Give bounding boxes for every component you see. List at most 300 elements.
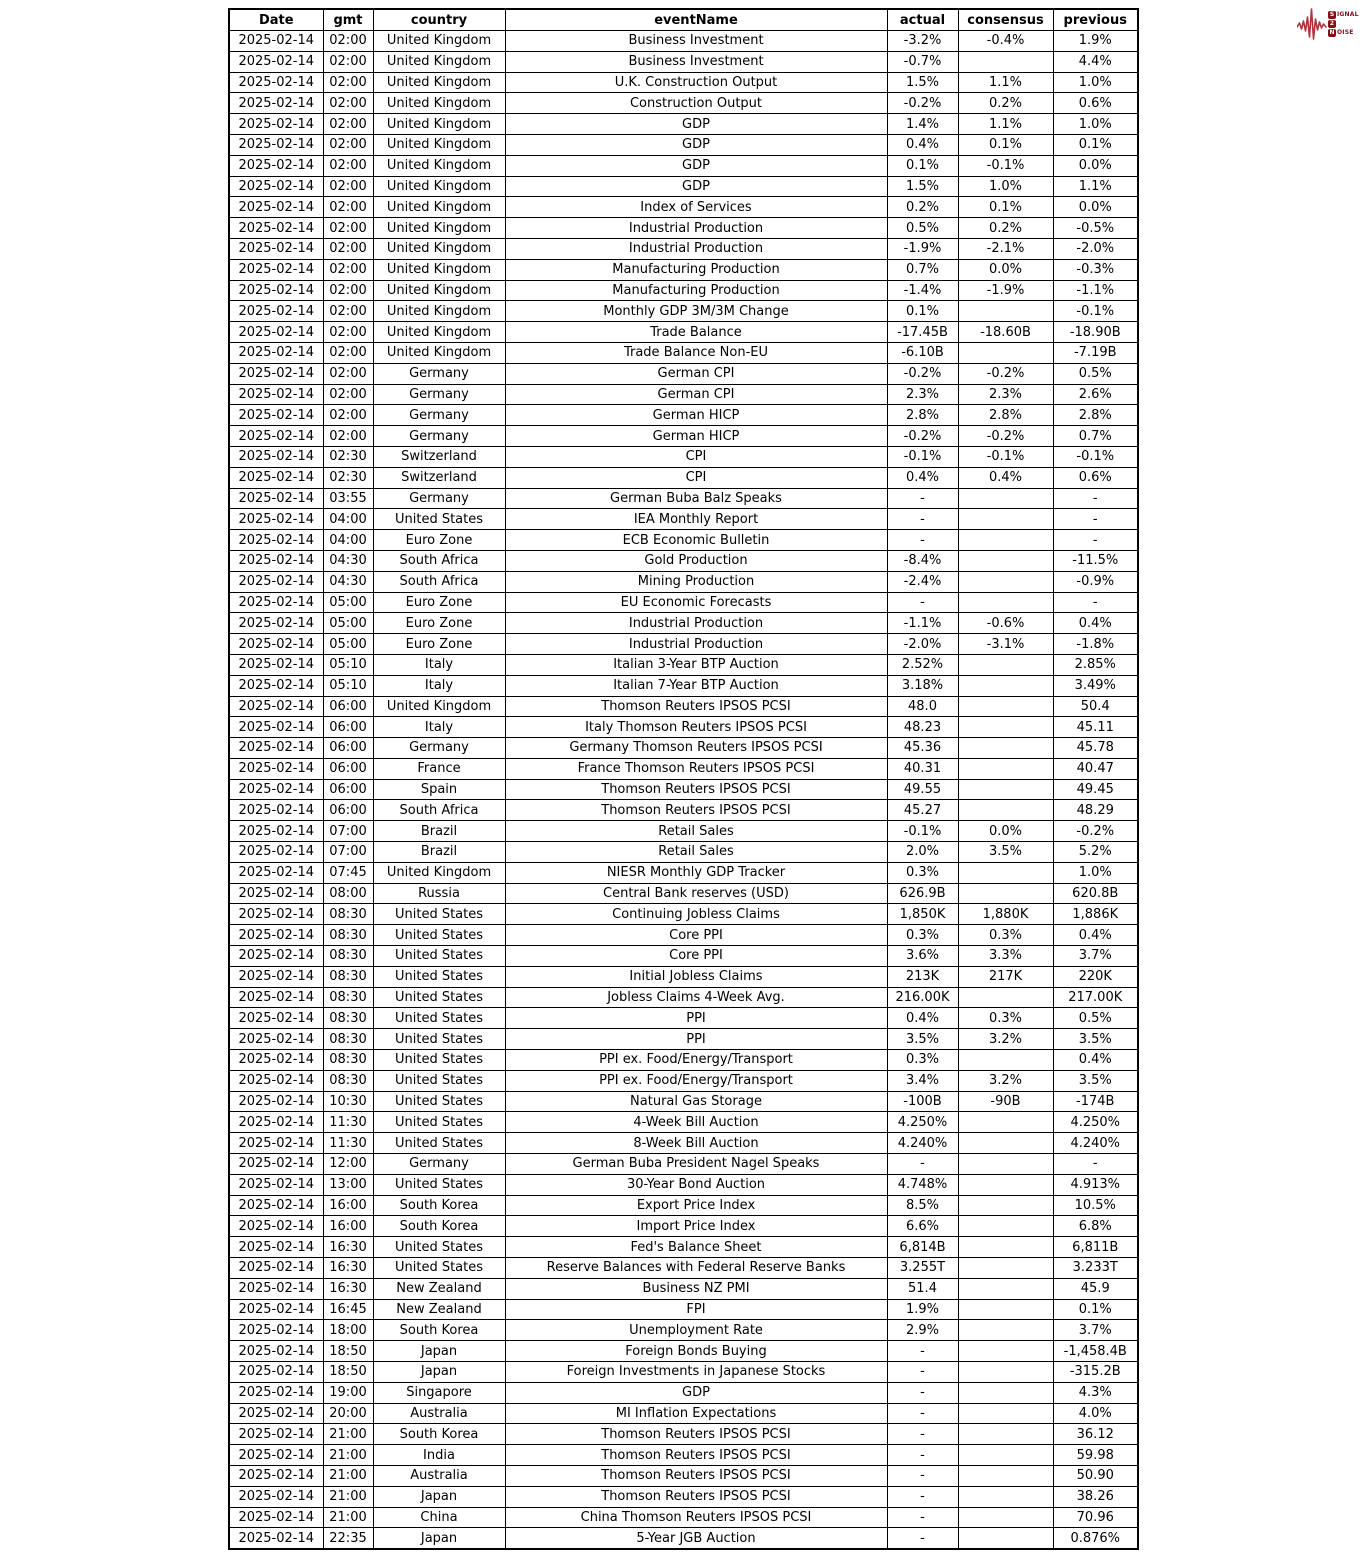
cell-country: Singapore: [373, 1382, 505, 1403]
cell-previous: -0.9%: [1053, 571, 1138, 592]
cell-previous: 0.5%: [1053, 1008, 1138, 1029]
cell-actual: -: [887, 592, 958, 613]
cell-previous: -: [1053, 592, 1138, 613]
cell-date: 2025-02-14: [229, 259, 323, 280]
cell-country: Euro Zone: [373, 613, 505, 634]
cell-event: Industrial Production: [505, 613, 887, 634]
table-row: [229, 925, 1138, 946]
cell-actual: -: [887, 1424, 958, 1445]
cell-actual: -3.2%: [887, 31, 958, 52]
cell-country: France: [373, 758, 505, 779]
cell-event: Business NZ PMI: [505, 1278, 887, 1299]
cell-consensus: 0.2%: [958, 93, 1053, 114]
cell-gmt: 16:00: [323, 1216, 373, 1237]
cell-country: United Kingdom: [373, 862, 505, 883]
cell-country: South Africa: [373, 571, 505, 592]
cell-event: IEA Monthly Report: [505, 509, 887, 530]
cell-country: South Korea: [373, 1424, 505, 1445]
cell-country: United Kingdom: [373, 31, 505, 52]
cell-country: United Kingdom: [373, 93, 505, 114]
cell-gmt: 11:30: [323, 1133, 373, 1154]
cell-event: Index of Services: [505, 197, 887, 218]
cell-previous: -18.90B: [1053, 322, 1138, 343]
cell-previous: 48.29: [1053, 800, 1138, 821]
cell-previous: 0.1%: [1053, 134, 1138, 155]
cell-date: 2025-02-14: [229, 218, 323, 239]
cell-previous: -11.5%: [1053, 550, 1138, 571]
cell-country: United States: [373, 509, 505, 530]
cell-date: 2025-02-14: [229, 363, 323, 384]
cell-country: Germany: [373, 426, 505, 447]
cell-country: United Kingdom: [373, 197, 505, 218]
cell-consensus: [958, 342, 1053, 363]
cell-previous: 0.4%: [1053, 613, 1138, 634]
cell-date: 2025-02-14: [229, 1070, 323, 1091]
cell-actual: 0.3%: [887, 925, 958, 946]
cell-gmt: 16:30: [323, 1237, 373, 1258]
cell-event: Mining Production: [505, 571, 887, 592]
cell-consensus: -90B: [958, 1091, 1053, 1112]
cell-actual: 4.240%: [887, 1133, 958, 1154]
cell-gmt: 18:00: [323, 1320, 373, 1341]
cell-gmt: 07:00: [323, 821, 373, 842]
cell-actual: -: [887, 1154, 958, 1175]
cell-previous: 0.0%: [1053, 197, 1138, 218]
cell-date: 2025-02-14: [229, 675, 323, 696]
cell-date: 2025-02-14: [229, 488, 323, 509]
cell-country: Japan: [373, 1528, 505, 1549]
cell-event: GDP: [505, 1382, 887, 1403]
table-row: [229, 342, 1138, 363]
cell-actual: 0.4%: [887, 467, 958, 488]
column-header-actual: actual: [887, 9, 958, 31]
cell-event: German HICP: [505, 405, 887, 426]
cell-consensus: -1.9%: [958, 280, 1053, 301]
cell-date: 2025-02-14: [229, 1174, 323, 1195]
cell-country: United Kingdom: [373, 51, 505, 72]
cell-event: Thomson Reuters IPSOS PCSI: [505, 1445, 887, 1466]
cell-previous: 0.0%: [1053, 155, 1138, 176]
cell-date: 2025-02-14: [229, 426, 323, 447]
cell-consensus: [958, 509, 1053, 530]
cell-consensus: [958, 1154, 1053, 1175]
cell-actual: 6,814B: [887, 1237, 958, 1258]
cell-gmt: 08:30: [323, 987, 373, 1008]
cell-gmt: 06:00: [323, 738, 373, 759]
cell-consensus: [958, 1320, 1053, 1341]
table-row: [229, 1050, 1138, 1071]
cell-country: India: [373, 1445, 505, 1466]
cell-event: Jobless Claims 4-Week Avg.: [505, 987, 887, 1008]
cell-actual: 51.4: [887, 1278, 958, 1299]
cell-date: 2025-02-14: [229, 1278, 323, 1299]
cell-gmt: 04:30: [323, 550, 373, 571]
cell-event: Export Price Index: [505, 1195, 887, 1216]
cell-event: ECB Economic Bulletin: [505, 530, 887, 551]
cell-consensus: [958, 1382, 1053, 1403]
cell-country: Germany: [373, 405, 505, 426]
cell-actual: 3.255T: [887, 1258, 958, 1279]
cell-gmt: 05:00: [323, 613, 373, 634]
cell-gmt: 02:00: [323, 31, 373, 52]
cell-country: Euro Zone: [373, 634, 505, 655]
cell-actual: 2.0%: [887, 842, 958, 863]
cell-event: 4-Week Bill Auction: [505, 1112, 887, 1133]
cell-consensus: [958, 51, 1053, 72]
cell-previous: 3.7%: [1053, 946, 1138, 967]
cell-date: 2025-02-14: [229, 1237, 323, 1258]
cell-country: United Kingdom: [373, 238, 505, 259]
table-row: [229, 1299, 1138, 1320]
logo-line-2: [1328, 20, 1359, 28]
cell-date: 2025-02-14: [229, 883, 323, 904]
cell-actual: -: [887, 1486, 958, 1507]
cell-actual: 2.3%: [887, 384, 958, 405]
cell-event: Gold Production: [505, 550, 887, 571]
cell-date: 2025-02-14: [229, 821, 323, 842]
cell-country: Brazil: [373, 821, 505, 842]
logo-text: [1328, 11, 1359, 37]
cell-gmt: 02:00: [323, 259, 373, 280]
table-row: [229, 114, 1138, 135]
cell-actual: -0.1%: [887, 821, 958, 842]
cell-event: Industrial Production: [505, 238, 887, 259]
cell-gmt: 02:00: [323, 280, 373, 301]
cell-actual: -: [887, 488, 958, 509]
logo-rest-noise: OISE: [1337, 29, 1354, 36]
table-row: [229, 301, 1138, 322]
cell-consensus: -2.1%: [958, 238, 1053, 259]
logo-line-signal: [1328, 11, 1359, 19]
header-row: [229, 9, 1138, 31]
cell-country: South Africa: [373, 800, 505, 821]
table-row: [229, 405, 1138, 426]
cell-date: 2025-02-14: [229, 779, 323, 800]
cell-event: German HICP: [505, 426, 887, 447]
cell-previous: 1,886K: [1053, 904, 1138, 925]
table-row: [229, 613, 1138, 634]
cell-country: United States: [373, 1237, 505, 1258]
cell-event: NIESR Monthly GDP Tracker: [505, 862, 887, 883]
cell-actual: -: [887, 509, 958, 530]
cell-previous: 1.0%: [1053, 862, 1138, 883]
cell-date: 2025-02-14: [229, 592, 323, 613]
table-header: [229, 9, 1138, 31]
cell-previous: 4.240%: [1053, 1133, 1138, 1154]
cell-actual: -: [887, 1341, 958, 1362]
table-row: [229, 1486, 1138, 1507]
table-row: [229, 1195, 1138, 1216]
column-header-consensus: consensus: [958, 9, 1053, 31]
cell-date: 2025-02-14: [229, 758, 323, 779]
cell-consensus: 0.3%: [958, 1008, 1053, 1029]
cell-consensus: 0.0%: [958, 259, 1053, 280]
cell-previous: 6,811B: [1053, 1237, 1138, 1258]
cell-consensus: 217K: [958, 966, 1053, 987]
cell-date: 2025-02-14: [229, 197, 323, 218]
cell-country: United Kingdom: [373, 218, 505, 239]
cell-actual: -: [887, 1445, 958, 1466]
cell-date: 2025-02-14: [229, 1258, 323, 1279]
table-row: [229, 966, 1138, 987]
table-row: [229, 530, 1138, 551]
cell-gmt: 10:30: [323, 1091, 373, 1112]
cell-event: FPI: [505, 1299, 887, 1320]
table-row: [229, 197, 1138, 218]
table-row: [229, 675, 1138, 696]
cell-consensus: -3.1%: [958, 634, 1053, 655]
table-row: [229, 987, 1138, 1008]
cell-actual: -: [887, 1382, 958, 1403]
cell-event: German Buba President Nagel Speaks: [505, 1154, 887, 1175]
cell-consensus: 0.4%: [958, 467, 1053, 488]
cell-date: 2025-02-14: [229, 155, 323, 176]
cell-event: Business Investment: [505, 31, 887, 52]
cell-consensus: -0.6%: [958, 613, 1053, 634]
cell-country: United States: [373, 966, 505, 987]
cell-gmt: 18:50: [323, 1341, 373, 1362]
cell-date: 2025-02-14: [229, 280, 323, 301]
table-row: [229, 883, 1138, 904]
cell-event: Continuing Jobless Claims: [505, 904, 887, 925]
cell-actual: -8.4%: [887, 550, 958, 571]
table-row: [229, 134, 1138, 155]
column-header-gmt: gmt: [323, 9, 373, 31]
cell-actual: -2.0%: [887, 634, 958, 655]
cell-date: 2025-02-14: [229, 1465, 323, 1486]
cell-date: 2025-02-14: [229, 571, 323, 592]
cell-previous: 3.5%: [1053, 1070, 1138, 1091]
cell-event: Thomson Reuters IPSOS PCSI: [505, 1486, 887, 1507]
cell-consensus: [958, 1299, 1053, 1320]
cell-country: United States: [373, 925, 505, 946]
cell-previous: 0.5%: [1053, 363, 1138, 384]
cell-date: 2025-02-14: [229, 1445, 323, 1466]
cell-actual: 8.5%: [887, 1195, 958, 1216]
cell-event: PPI: [505, 1029, 887, 1050]
cell-country: United States: [373, 946, 505, 967]
cell-gmt: 02:00: [323, 384, 373, 405]
cell-consensus: [958, 488, 1053, 509]
cell-actual: 45.36: [887, 738, 958, 759]
cell-gmt: 21:00: [323, 1465, 373, 1486]
cell-consensus: [958, 1362, 1053, 1383]
cell-date: 2025-02-14: [229, 1050, 323, 1071]
cell-date: 2025-02-14: [229, 1112, 323, 1133]
cell-actual: -0.1%: [887, 446, 958, 467]
table-row: [229, 1070, 1138, 1091]
cell-date: 2025-02-14: [229, 1424, 323, 1445]
cell-date: 2025-02-14: [229, 342, 323, 363]
cell-consensus: 1,880K: [958, 904, 1053, 925]
cell-gmt: 12:00: [323, 1154, 373, 1175]
cell-previous: 3.5%: [1053, 1029, 1138, 1050]
cell-gmt: 21:00: [323, 1486, 373, 1507]
table-row: [229, 550, 1138, 571]
cell-country: Italy: [373, 675, 505, 696]
cell-gmt: 08:30: [323, 946, 373, 967]
calendar-table-body: [229, 31, 1138, 1549]
cell-gmt: 05:10: [323, 675, 373, 696]
cell-date: 2025-02-14: [229, 134, 323, 155]
cell-consensus: [958, 1403, 1053, 1424]
table-row: [229, 1258, 1138, 1279]
cell-gmt: 02:00: [323, 72, 373, 93]
cell-country: Germany: [373, 384, 505, 405]
cell-country: United Kingdom: [373, 301, 505, 322]
cell-date: 2025-02-14: [229, 1528, 323, 1549]
cell-previous: 220K: [1053, 966, 1138, 987]
cell-event: Central Bank reserves (USD): [505, 883, 887, 904]
cell-event: Germany Thomson Reuters IPSOS PCSI: [505, 738, 887, 759]
cell-previous: 1.9%: [1053, 31, 1138, 52]
cell-date: 2025-02-14: [229, 862, 323, 883]
table-row: [229, 51, 1138, 72]
cell-consensus: [958, 301, 1053, 322]
cell-event: Manufacturing Production: [505, 280, 887, 301]
cell-event: China Thomson Reuters IPSOS PCSI: [505, 1507, 887, 1528]
cell-actual: -2.4%: [887, 571, 958, 592]
cell-actual: 0.1%: [887, 155, 958, 176]
cell-gmt: 16:45: [323, 1299, 373, 1320]
table-row: [229, 72, 1138, 93]
cell-actual: 1,850K: [887, 904, 958, 925]
cell-event: Initial Jobless Claims: [505, 966, 887, 987]
table-row: [229, 654, 1138, 675]
cell-country: United States: [373, 1029, 505, 1050]
cell-gmt: 16:00: [323, 1195, 373, 1216]
cell-consensus: -18.60B: [958, 322, 1053, 343]
cell-consensus: 2.8%: [958, 405, 1053, 426]
cell-event: PPI ex. Food/Energy/Transport: [505, 1070, 887, 1091]
cell-consensus: [958, 1528, 1053, 1549]
cell-event: CPI: [505, 446, 887, 467]
cell-actual: -: [887, 1362, 958, 1383]
cell-consensus: [958, 550, 1053, 571]
table-row: [229, 93, 1138, 114]
cell-consensus: [958, 883, 1053, 904]
cell-previous: -2.0%: [1053, 238, 1138, 259]
cell-actual: 4.250%: [887, 1112, 958, 1133]
cell-previous: -0.3%: [1053, 259, 1138, 280]
cell-consensus: -0.2%: [958, 363, 1053, 384]
cell-previous: -: [1053, 509, 1138, 530]
table-row: [229, 800, 1138, 821]
table-row: [229, 363, 1138, 384]
cell-event: Italy Thomson Reuters IPSOS PCSI: [505, 717, 887, 738]
cell-consensus: [958, 800, 1053, 821]
cell-previous: 3.233T: [1053, 1258, 1138, 1279]
cell-date: 2025-02-14: [229, 1216, 323, 1237]
cell-event: EU Economic Forecasts: [505, 592, 887, 613]
cell-gmt: 07:00: [323, 842, 373, 863]
cell-previous: -0.1%: [1053, 446, 1138, 467]
cell-event: France Thomson Reuters IPSOS PCSI: [505, 758, 887, 779]
cell-event: 5-Year JGB Auction: [505, 1528, 887, 1549]
cell-gmt: 02:00: [323, 405, 373, 426]
cell-previous: 2.6%: [1053, 384, 1138, 405]
cell-actual: 0.5%: [887, 218, 958, 239]
cell-country: China: [373, 1507, 505, 1528]
cell-country: United States: [373, 904, 505, 925]
table-row: [229, 155, 1138, 176]
cell-event: Industrial Production: [505, 634, 887, 655]
cell-event: Reserve Balances with Federal Reserve Banks: [505, 1258, 887, 1279]
cell-previous: 49.45: [1053, 779, 1138, 800]
cell-actual: -0.2%: [887, 363, 958, 384]
cell-event: Thomson Reuters IPSOS PCSI: [505, 696, 887, 717]
cell-consensus: [958, 987, 1053, 1008]
cell-event: Thomson Reuters IPSOS PCSI: [505, 800, 887, 821]
cell-event: Italian 7-Year BTP Auction: [505, 675, 887, 696]
cell-date: 2025-02-14: [229, 1091, 323, 1112]
cell-consensus: [958, 1195, 1053, 1216]
cell-event: U.K. Construction Output: [505, 72, 887, 93]
cell-country: United Kingdom: [373, 134, 505, 155]
cell-consensus: [958, 862, 1053, 883]
cell-country: Australia: [373, 1403, 505, 1424]
cell-date: 2025-02-14: [229, 530, 323, 551]
cell-gmt: 22:35: [323, 1528, 373, 1549]
cell-gmt: 04:00: [323, 530, 373, 551]
cell-country: South Korea: [373, 1216, 505, 1237]
cell-gmt: 21:00: [323, 1445, 373, 1466]
cell-date: 2025-02-14: [229, 1403, 323, 1424]
cell-consensus: [958, 1341, 1053, 1362]
cell-gmt: 02:00: [323, 197, 373, 218]
cell-consensus: -0.1%: [958, 446, 1053, 467]
cell-actual: 3.6%: [887, 946, 958, 967]
cell-gmt: 08:30: [323, 1070, 373, 1091]
cell-actual: 48.0: [887, 696, 958, 717]
cell-actual: 2.52%: [887, 654, 958, 675]
cell-actual: 48.23: [887, 717, 958, 738]
cell-actual: -0.2%: [887, 93, 958, 114]
cell-country: South Korea: [373, 1195, 505, 1216]
cell-actual: 1.4%: [887, 114, 958, 135]
table-row: [229, 1445, 1138, 1466]
cell-gmt: 02:00: [323, 134, 373, 155]
cell-actual: 49.55: [887, 779, 958, 800]
cell-actual: 3.5%: [887, 1029, 958, 1050]
cell-consensus: [958, 758, 1053, 779]
cell-event: Trade Balance Non-EU: [505, 342, 887, 363]
cell-gmt: 02:00: [323, 426, 373, 447]
cell-previous: 0.4%: [1053, 925, 1138, 946]
cell-gmt: 06:00: [323, 800, 373, 821]
cell-actual: -100B: [887, 1091, 958, 1112]
cell-event: German CPI: [505, 384, 887, 405]
cell-consensus: 3.2%: [958, 1029, 1053, 1050]
cell-country: Euro Zone: [373, 530, 505, 551]
cell-event: Foreign Investments in Japanese Stocks: [505, 1362, 887, 1383]
table-row: [229, 509, 1138, 530]
cell-gmt: 02:00: [323, 238, 373, 259]
cell-previous: -315.2B: [1053, 1362, 1138, 1383]
cell-consensus: 3.3%: [958, 946, 1053, 967]
cell-consensus: [958, 1216, 1053, 1237]
cell-date: 2025-02-14: [229, 238, 323, 259]
cell-country: United States: [373, 1070, 505, 1091]
cell-actual: 45.27: [887, 800, 958, 821]
cell-date: 2025-02-14: [229, 114, 323, 135]
cell-country: Switzerland: [373, 446, 505, 467]
cell-country: Japan: [373, 1362, 505, 1383]
cell-date: 2025-02-14: [229, 176, 323, 197]
cell-gmt: 08:30: [323, 1029, 373, 1050]
cell-consensus: [958, 1174, 1053, 1195]
cell-consensus: 0.0%: [958, 821, 1053, 842]
